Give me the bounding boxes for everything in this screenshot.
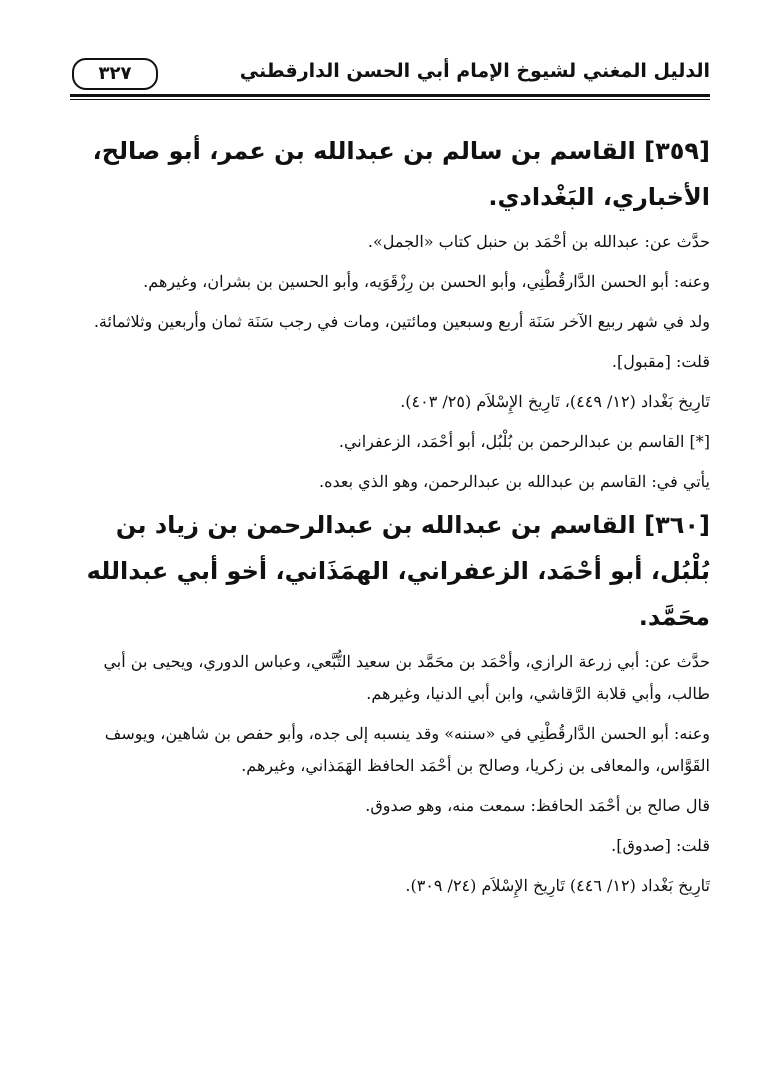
entry-359-verdict: قلت: [مقبول].: [611, 352, 710, 371]
running-title: الدليل المغني لشيوخ الإمام أبي الحسن الدارقطني: [239, 60, 710, 82]
running-header: [70, 56, 710, 102]
cross-reference-heading: [*] القاسم بن عبدالرحمن بن بُلْبُل، أبو أحْمَد، الزعفراني.: [338, 432, 710, 451]
cross-reference-note: يأتي في: القاسم بن عبدالله بن عبدالرحمن، وهو الذي بعده.: [319, 472, 710, 491]
entry-359-teachers: حدَّث عن: عبدالله بن أحْمَد بن حنبل كتاب «الجمل».: [367, 232, 710, 251]
entry-heading-359: [٣٥٩] القاسم بن سالم بن عبدالله بن عمر، أبو صالح، الأخباري، البَغْدادي.: [92, 137, 710, 211]
header-rule-thin: [70, 99, 710, 100]
entry-359-dates: ولد في شهر ربيع الآخر سَنَة أربع وسبعين ومائتين، ومات في رجب سَنَة ثمان وأربعين وثلاثمائة.: [93, 312, 710, 331]
entry-360-verdict: قلت: [صدوق].: [611, 836, 710, 855]
entry-359-students: وعنه: أبو الحسن الدَّارقُطْنِي، وأبو الحسن بن رِزْقَوَيه، وأبو الحسين بن بشران، وغيرهم.: [143, 272, 710, 291]
entry-360-sources: تَارِيخ بَغْداد (١٢/ ٤٤٦) تَارِيخ الإِسْلاَم (٢٤/ ٣٠٩).: [405, 876, 710, 895]
entry-360-teachers: حدَّث عن: أبي زرعة الرازي، وأحْمَد بن محَمَّد بن سعيد التُّبَّعي، وعباس الدوري، ويحيى بن أبي طالب، وأبي قلابة الرَّقاشي، وابن أبي الدنيا، وغيرهم.: [103, 652, 710, 703]
entry-360-students: وعنه: أبو الحسن الدَّارقُطْنِي في «سننه» وقد ينسبه إلى جده، وأبو حفص بن شاهين، ويوسف القَوَّاس، والمعافى بن زكريا، وصالح بن أحْمَد الحافظ الهَمَذاني، وغيرهم.: [104, 724, 710, 775]
entry-360-quote: قال صالح بن أحْمَد الحافظ: سمعت منه، وهو صدوق.: [365, 796, 710, 815]
entry-heading-360: [٣٦٠] القاسم بن عبدالله بن عبدالرحمن بن زياد بن بُلْبُل، أبو أحْمَد، الزعفراني، الهمَذَاني، أخو أبي عبدالله محَمَّد.: [86, 511, 710, 631]
header-rule-thick: [70, 94, 710, 97]
entry-359-sources: تَارِيخ بَغْداد (١٢/ ٤٤٩)، تَارِيخ الإِسْلاَم (٢٥/ ٤٠٣).: [400, 392, 710, 411]
page-body: [70, 128, 710, 910]
page-number: ٣٢٧: [72, 58, 158, 90]
